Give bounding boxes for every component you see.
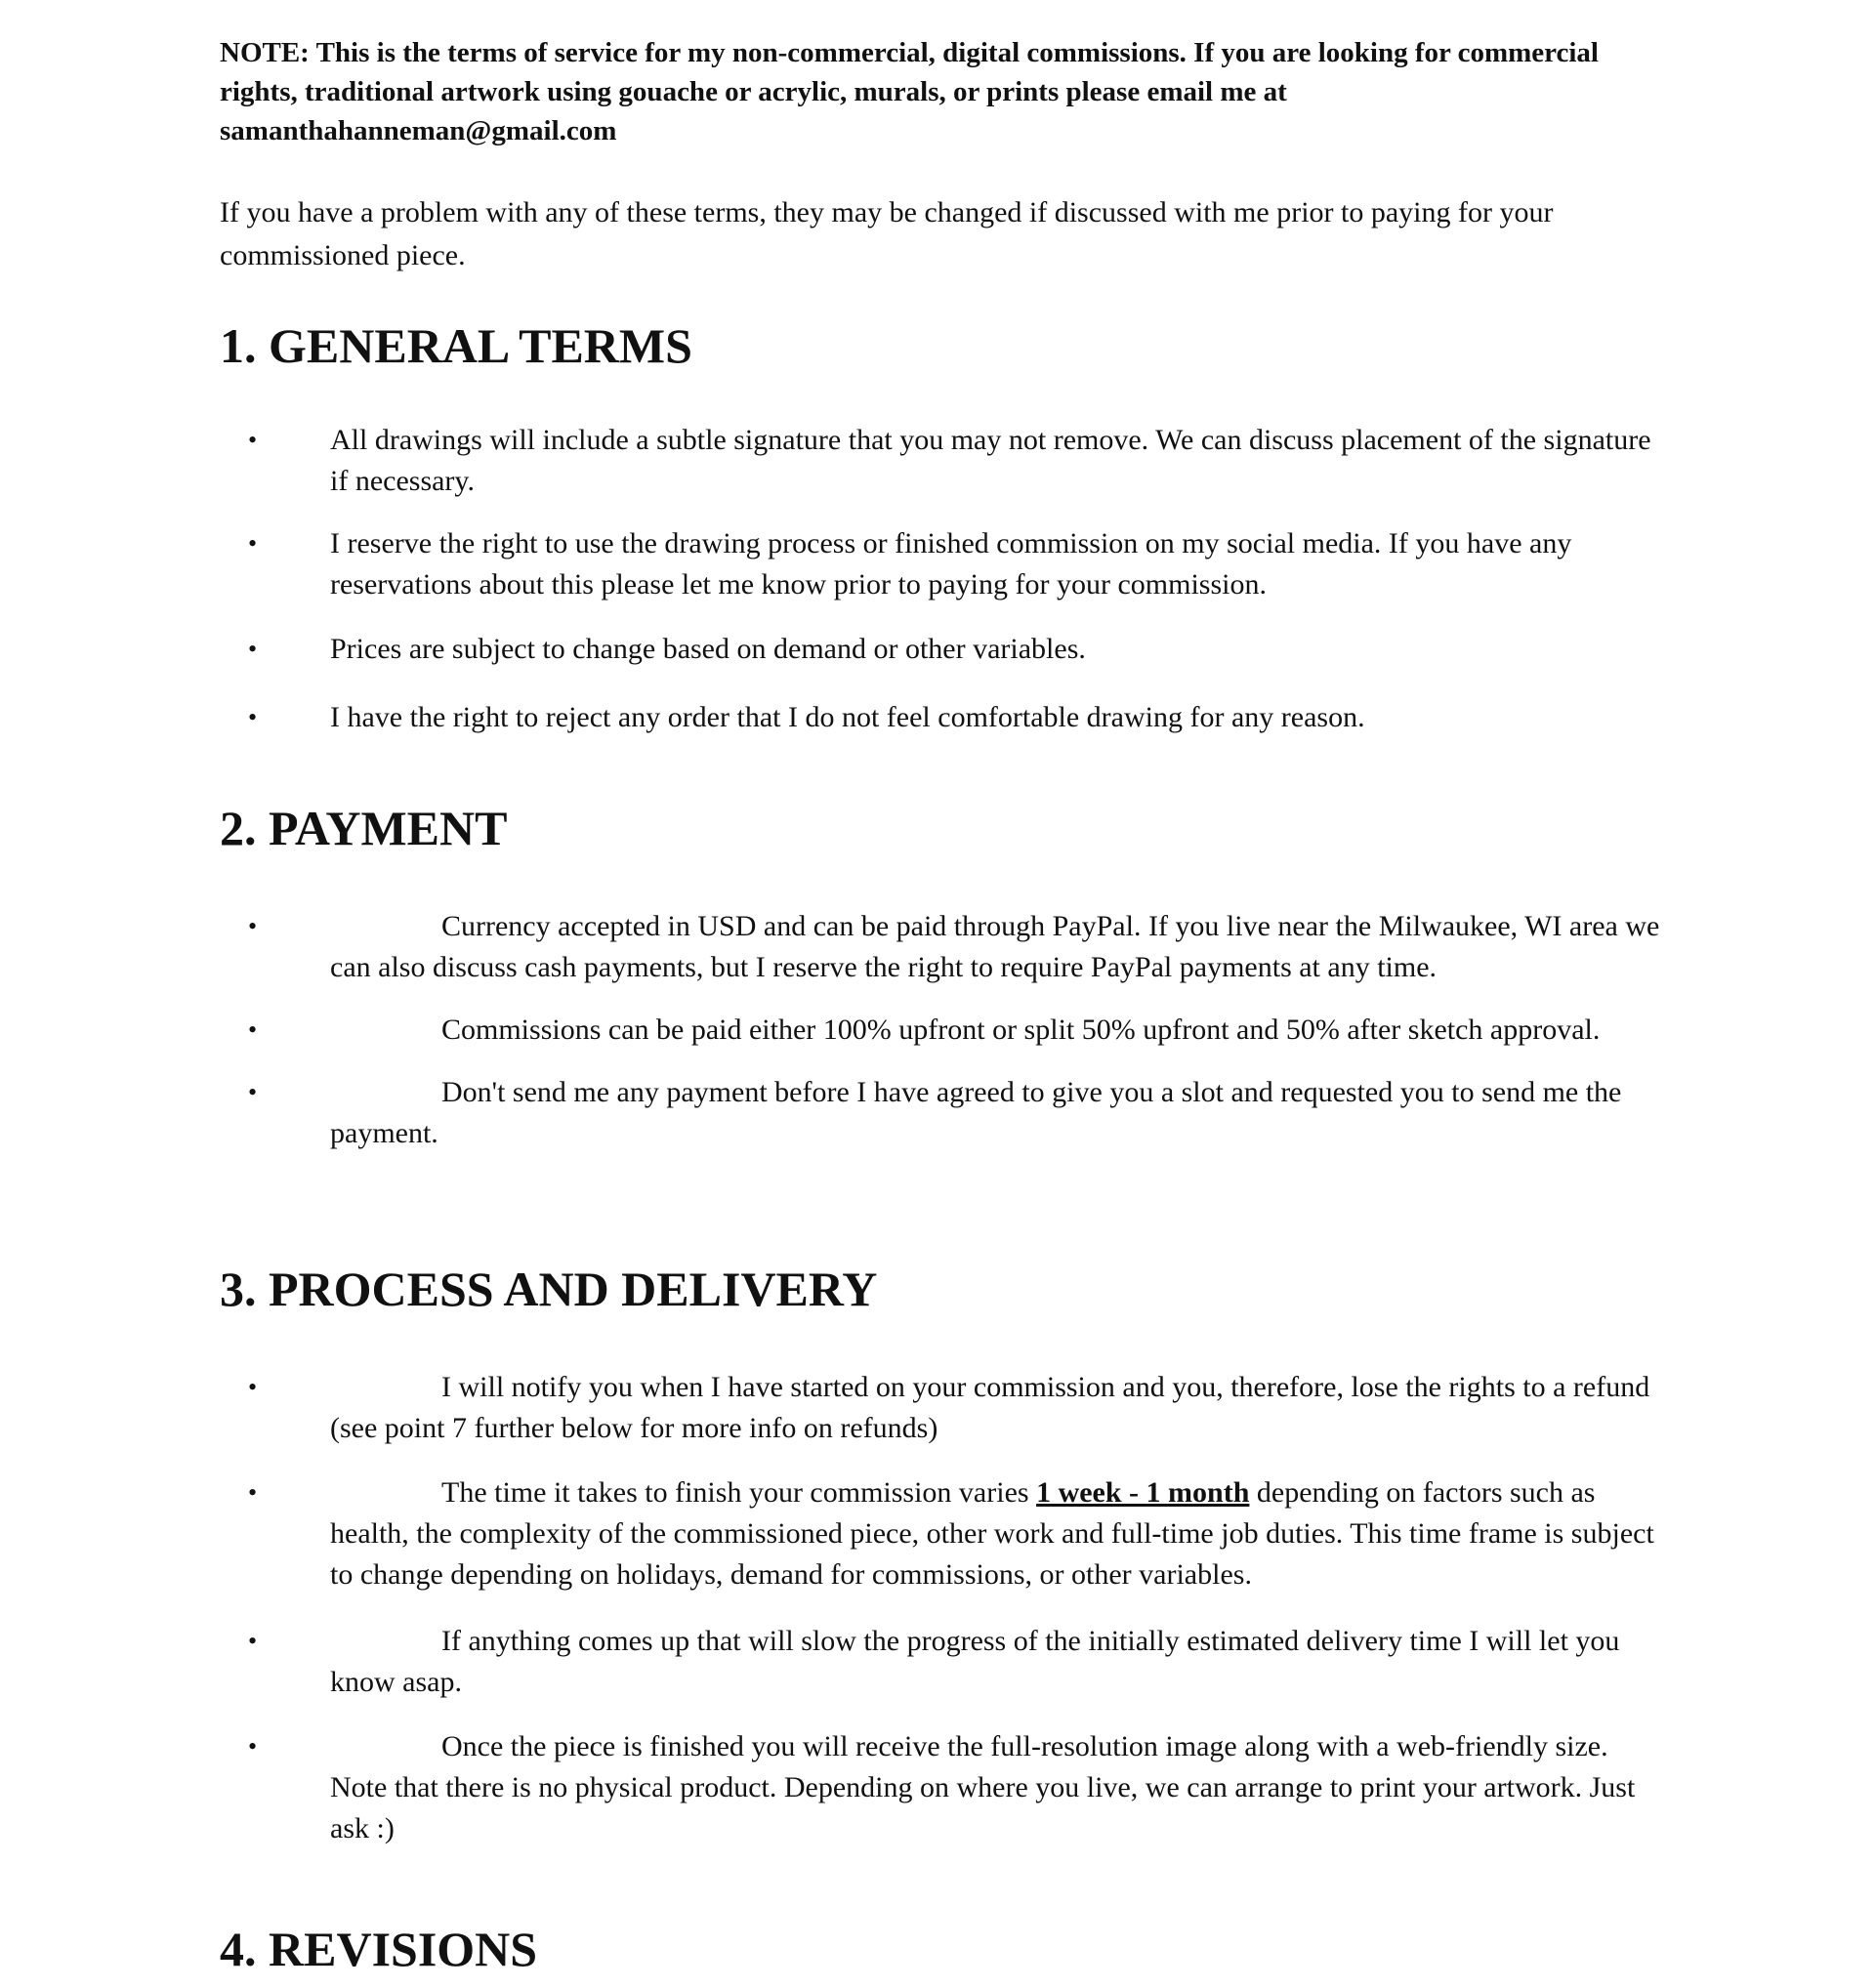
list-item-text: I have the right to reject any order that I do not feel comfortable drawing for any reason. bbox=[330, 701, 1365, 733]
list-item bbox=[248, 420, 1664, 502]
note-paragraph: NOTE: This is the terms of service for my non-commercial, digital commissions. If you are looking for commercial rights, traditional artwork using gouache or acrylic, murals, or prints please email me at samanthahanneman@gmail.com bbox=[220, 37, 1599, 146]
list-item bbox=[248, 1621, 1664, 1703]
bullet-icon: • bbox=[248, 1015, 258, 1044]
bullet-icon: • bbox=[248, 529, 258, 558]
list-item-text: Once the piece is finished you will receive the full-resolution image along with a web-friendly size. Note that there is no physical product. Depending on where you live, we can arrange to print your artwork. Just ask :) bbox=[330, 1730, 1636, 1844]
bullet-icon: • bbox=[248, 1078, 258, 1106]
section-heading-process-and-delivery: 3. PROCESS AND DELIVERY bbox=[220, 1262, 878, 1316]
intro-paragraph: If you have a problem with any of these terms, they may be changed if discussed with me prior to paying for your commissioned piece. bbox=[220, 196, 1554, 271]
time-frame-emphasis: 1 week - 1 month bbox=[1036, 1476, 1250, 1509]
bullet-icon: • bbox=[248, 1627, 258, 1655]
list-item-text: Commissions can be paid either 100% upfront or split 50% upfront and 50% after sketch approval. bbox=[441, 1014, 1601, 1046]
list-item-text: Don't send me any payment before I have agreed to give you a slot and requested you to send me the payment. bbox=[330, 1076, 1622, 1149]
list-item bbox=[248, 1010, 1664, 1051]
section-heading-revisions: 4. REVISIONS bbox=[220, 1922, 538, 1976]
list-item bbox=[248, 1472, 1664, 1595]
list-item bbox=[248, 906, 1664, 988]
bullet-icon: • bbox=[248, 703, 258, 731]
list-item-text-before: The time it takes to finish your commission varies bbox=[441, 1476, 1037, 1509]
list-item-text: Prices are subject to change based on demand or other variables. bbox=[330, 633, 1086, 665]
bullet-icon: • bbox=[248, 1478, 258, 1507]
list-item bbox=[248, 523, 1664, 605]
list-item bbox=[248, 697, 1664, 738]
section-heading-payment: 2. PAYMENT bbox=[220, 801, 508, 855]
list-item bbox=[248, 1367, 1664, 1449]
list-item-text: Currency accepted in USD and can be paid through PayPal. If you live near the Milwaukee, WI area we can also discuss cash payments, but I reserve the right to require PayPal payments at any time. bbox=[330, 910, 1660, 983]
bullet-icon: • bbox=[248, 1373, 258, 1401]
list-item bbox=[248, 1726, 1664, 1849]
list-item-text: If anything comes up that will slow the progress of the initially estimated delivery time I will let you know asap. bbox=[330, 1625, 1620, 1698]
bullet-icon: • bbox=[248, 426, 258, 454]
bullet-icon: • bbox=[248, 1732, 258, 1760]
list-item-text: I will notify you when I have started on your commission and you, therefore, lose the rights to a refund (see point 7 further below for more info on refunds) bbox=[330, 1371, 1650, 1444]
list-item-text-after: depending on factors such as health, the complexity of the commissioned piece, other work and full-time job duties. This time frame is subject to change depending on holidays, demand for commissions, or other variables. bbox=[330, 1476, 1654, 1591]
list-item bbox=[248, 1072, 1664, 1154]
bullet-icon: • bbox=[248, 912, 258, 940]
list-item bbox=[248, 629, 1664, 670]
list-item-text: All drawings will include a subtle signature that you may not remove. We can discuss placement of the signature if necessary. bbox=[330, 424, 1651, 497]
section-heading-general-terms: 1. GENERAL TERMS bbox=[220, 318, 692, 373]
list-item-text: I reserve the right to use the drawing process or finished commission on my social media. If you have any reservations about this please let me know prior to paying for your commission. bbox=[330, 527, 1572, 601]
bullet-icon: • bbox=[248, 635, 258, 663]
